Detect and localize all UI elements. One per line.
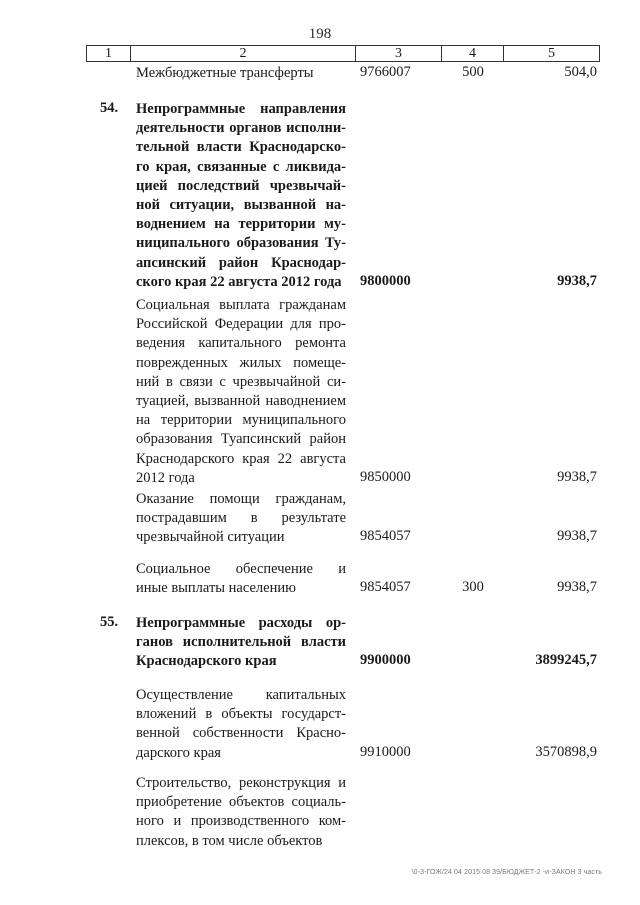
description-line: Краснодарского края [136,653,277,670]
description-line: ского края 22 августа 2012 года [136,273,342,290]
description-line: ниципального образования Ту- [136,235,346,252]
description-line: воднением на территории му- [136,216,346,233]
description-line: приобретение объектов социаль- [136,794,346,811]
row-description [136,490,346,548]
amount-value: 9938,7 [557,272,597,289]
amount-value: 3899245,7 [535,652,597,669]
page-number: 198 [308,26,332,42]
row-number: 54. [100,100,119,116]
row-description [136,64,346,83]
header-col-3: 3 [356,46,442,61]
target-article-code: 9800000 [360,272,411,289]
description-line: ного и производственного ком- [136,813,346,830]
description-line: чрезвычайной ситуации [136,529,285,546]
amount-value: 9938,7 [557,579,597,596]
amount-value: 9938,7 [557,468,597,485]
description-line: венной собственности Красно- [136,725,346,742]
amount-value: 504,0 [564,64,597,80]
target-article-code: 9850000 [360,468,411,485]
row-description [136,686,346,763]
description-line: поврежденных жилых помеще- [136,354,346,371]
footer-file-stamp: \0-3-ГОЖ/24 04 2015 08 39/БЮДЖЕТ-2 -и-ЗАКОН 3 часть [411,869,602,876]
target-article-code: 9900000 [360,652,411,669]
header-col-1: 1 [87,46,131,61]
description-line: цией последствий чрезвычай- [136,177,346,194]
expense-type-code: 500 [462,64,484,80]
table-header-row [86,45,600,62]
row-number: 55. [100,614,119,630]
description-line: ганов исполнительной власти [136,634,346,651]
description-line: образования Туапсинский район [136,431,346,448]
description-line: Непрограммные направления [136,101,346,117]
description-line: Социальное обеспечение и [136,561,346,577]
row-description [136,614,346,672]
amount-value: 9938,7 [557,528,597,545]
description-line: Краснодарского края 22 августа [136,450,346,467]
description-line: Непрограммные расходы ор- [136,615,346,631]
description-line: плексов, в том числе объектов [136,832,323,849]
description-line: ведения капитального ремонта [136,335,346,352]
row-description [136,296,346,488]
description-line: Строительство, реконструкция и [136,775,346,791]
target-article-code: 9910000 [360,743,411,760]
amount-value: 3570898,9 [535,743,597,760]
description-line: дарского края [136,744,221,761]
description-line: апсинский район Краснодар- [136,254,346,271]
description-line: пострадавшим в результате [136,510,346,527]
description-line: иные выплаты населению [136,580,296,597]
description-line: го края, связанные с ликвида- [136,158,346,175]
row-description [136,100,346,292]
header-col-4: 4 [442,46,504,61]
description-line: тельной власти Краснодарско- [136,139,346,156]
description-line: на территории муниципального [136,412,346,429]
description-line: вложений в объекты государст- [136,706,346,723]
description-line: Социальная выплата гражданам [136,297,346,313]
description-line: деятельности органов исполни- [136,120,346,137]
target-article-code: 9854057 [360,579,411,596]
target-article-code: 9766007 [360,64,411,80]
description-line: Российской Федерации для про- [136,316,346,333]
description-line: ной ситуации, вызванной на- [136,197,346,214]
expense-type-code: 300 [462,579,484,596]
target-article-code: 9854057 [360,528,411,545]
header-col-2: 2 [131,46,356,61]
description-line: Осуществление капитальных [136,687,346,703]
description-line: Межбюджетные трансферты [136,65,314,81]
description-line: 2012 года [136,469,195,486]
description-line: Оказание помощи гражданам, [136,491,346,507]
header-col-5: 5 [548,46,555,61]
description-line: ний в связи с чрезвычайной си- [136,373,346,390]
description-line: туацией, вызванной наводнением [136,393,346,410]
row-description [136,774,346,851]
row-description [136,560,346,598]
